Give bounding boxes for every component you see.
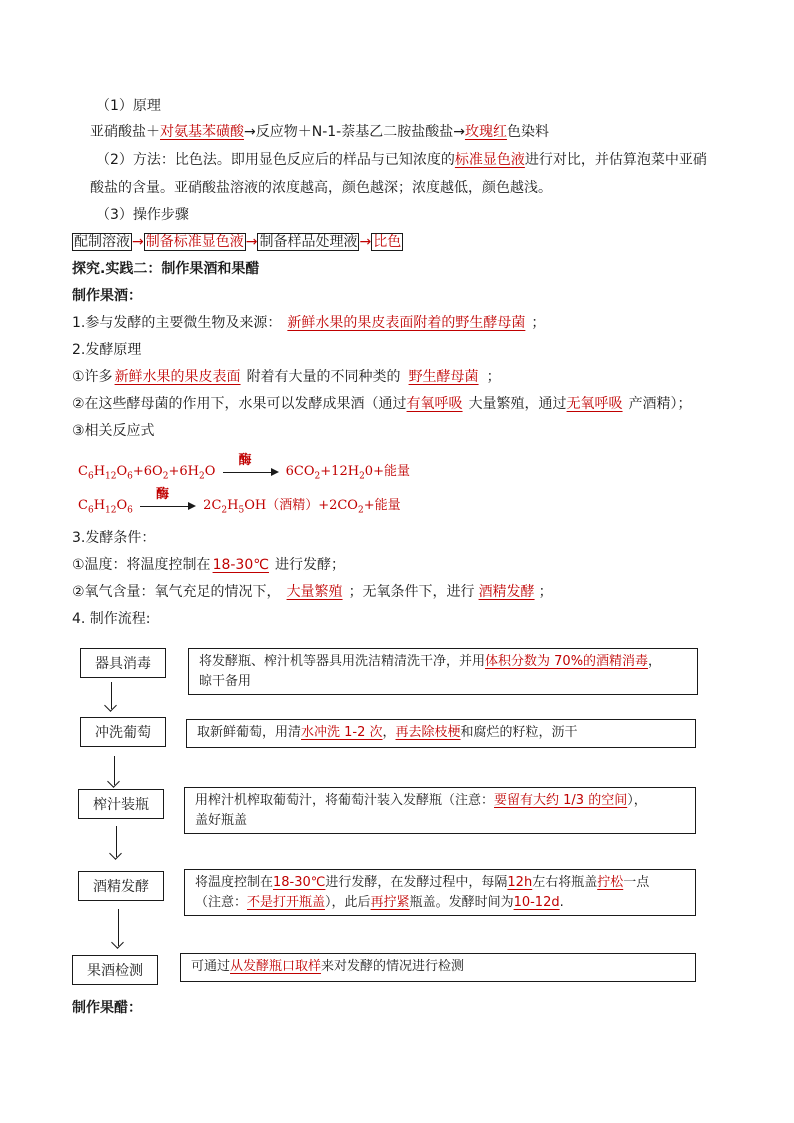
flow-arrow-4 — [113, 909, 125, 949]
answer-blank: 玫瑰红 — [464, 124, 507, 140]
q-text: ； — [531, 315, 546, 331]
step-box-standard: 制备标准显色液 — [145, 234, 244, 250]
wine-q3: 3.发酵条件： — [72, 530, 156, 546]
flow-desc-3: 用榨汁机榨取葡萄汁，将葡萄汁装入发酵瓶（注意：要留有大约 1/3 的空间）， 盖好瓶盖 — [184, 787, 696, 834]
q-text: ②氧气含量：氧气充足的情况下， — [72, 584, 281, 600]
arrow: → — [359, 234, 372, 250]
q-text: 1.参与发酵的主要微生物及来源： — [72, 315, 282, 331]
reaction-text: 色染料 — [506, 124, 549, 140]
wine-title: 制作果酒： — [72, 288, 142, 304]
steps-heading: （3）操作步骤 — [96, 207, 189, 223]
q-text: ； — [538, 584, 553, 600]
answer-blank: 新鲜水果的果皮表面 — [114, 369, 241, 385]
method-text: （2）方法：比色法。即用显色反应后的样品与已知浓度的 — [96, 152, 455, 168]
flow-desc-5: 可通过从发酵瓶口取样来对发酵的情况进行检测 — [180, 953, 696, 982]
wine-q1 — [72, 313, 545, 333]
flow-step-5: 果酒检测 — [72, 955, 158, 985]
answer-blank: 18-30℃ — [212, 557, 269, 573]
wine-c1 — [72, 555, 345, 575]
principle-heading: （1）原理 — [96, 98, 161, 114]
vinegar-title: 制作果醋： — [72, 1000, 142, 1016]
wine-p1 — [72, 367, 501, 387]
wine-q4: 4. 制作流程: — [72, 611, 151, 627]
step-box-compare: 比色 — [373, 234, 402, 250]
flow-desc-1: 将发酵瓶、榨汁机等器具用洗洁精清洗干净，并用体积分数为 70%的酒精消毒， 晾干备用 — [188, 648, 698, 695]
enzyme-arrow — [223, 452, 279, 479]
q-text: 进行发酵； — [274, 557, 345, 573]
formula-left: $C_6H_{12}O_6+6O_2+6H_2O$ — [78, 464, 216, 482]
answer-blank: 野生酵母菌 — [408, 369, 479, 385]
flow-step-3: 榨汁装瓶 — [78, 789, 164, 819]
answer-blank: 大量繁殖 — [286, 584, 343, 600]
wine-p2 — [72, 394, 692, 414]
reaction-text: 亚硝酸盐＋ — [90, 124, 160, 140]
formula-aerobic — [78, 452, 410, 482]
flow-step-4: 酒精发酵 — [78, 871, 164, 901]
method-text: 进行对比，并估算泡菜中亚硝 — [524, 152, 707, 168]
q-text: 附着有大量的不同种类的 — [246, 369, 401, 385]
q-text: ；无氧条件下，进行 — [348, 584, 475, 600]
q-text: ①许多 — [72, 369, 113, 385]
q-text: 大量繁殖，通过 — [468, 396, 567, 412]
flow-step-1: 器具消毒 — [80, 648, 166, 678]
enzyme-label: 酶 — [156, 486, 170, 502]
answer-blank: 无氧呼吸 — [566, 396, 623, 412]
q-text: ； — [486, 369, 501, 385]
enzyme-label: 酶 — [238, 452, 252, 468]
arrow: → — [245, 234, 258, 250]
formula-right: $6CO_2+12H_20+$能量 — [285, 464, 410, 482]
q-text: ②在这些酵母菌的作用下，水果可以发酵成果酒（通过 — [72, 396, 407, 412]
flow-arrow-2 — [109, 756, 121, 788]
section-title: 探究.实践二：制作果酒和果醋 — [72, 261, 260, 277]
wine-c2 — [72, 582, 553, 602]
q-text: 产酒精）； — [628, 396, 692, 412]
reaction-text: →反应物＋N-1-萘基乙二胺盐酸盐→ — [244, 124, 465, 140]
method-line-2: 酸盐的含量。亚硝酸盐溶液的浓度越高，颜色越深；浓度越低，颜色越浅。 — [90, 180, 552, 196]
principle-reaction — [90, 122, 549, 142]
wine-p3: ③相关反应式 — [72, 423, 155, 439]
wine-q2: 2.发酵原理 — [72, 342, 142, 358]
answer-blank: 新鲜水果的果皮表面附着的野生酵母菌 — [287, 315, 526, 331]
steps-chain — [72, 232, 403, 252]
method-line-1 — [96, 150, 707, 170]
flow-arrow-1 — [106, 682, 118, 712]
answer-blank: 标准显色液 — [454, 152, 525, 168]
flow-desc-4: 将温度控制在18-30℃进行发酵，在发酵过程中，每隔12h左右将瓶盖拧松一点 （注意：不是打开瓶盖），此后再拧紧瓶盖。发酵时间为10-12d. — [184, 869, 696, 916]
flow-arrow-3 — [111, 826, 123, 860]
formula-left: $C_6H_{12}O_6$ — [78, 498, 133, 516]
step-box-prepare-solution: 配制溶液 — [74, 234, 130, 250]
flow-step-2: 冲洗葡萄 — [80, 717, 166, 747]
arrow: → — [132, 234, 144, 250]
answer-blank: 酒精发酵 — [478, 584, 535, 600]
formula-anaerobic — [78, 486, 401, 516]
q-text: ①温度：将温度控制在 — [72, 557, 211, 573]
step-box-sample: 制备样品处理液 — [259, 234, 358, 250]
answer-blank: 有氧呼吸 — [406, 396, 463, 412]
answer-blank: 对氨基苯磺酸 — [160, 124, 244, 140]
formula-right: $2C_2H_5OH$（酒精）$+2CO_2+$能量 — [203, 498, 401, 516]
enzyme-arrow — [140, 486, 196, 513]
flow-desc-2: 取新鲜葡萄，用清水冲洗 1-2 次，再去除枝梗和腐烂的籽粒，沥干 — [186, 719, 696, 748]
